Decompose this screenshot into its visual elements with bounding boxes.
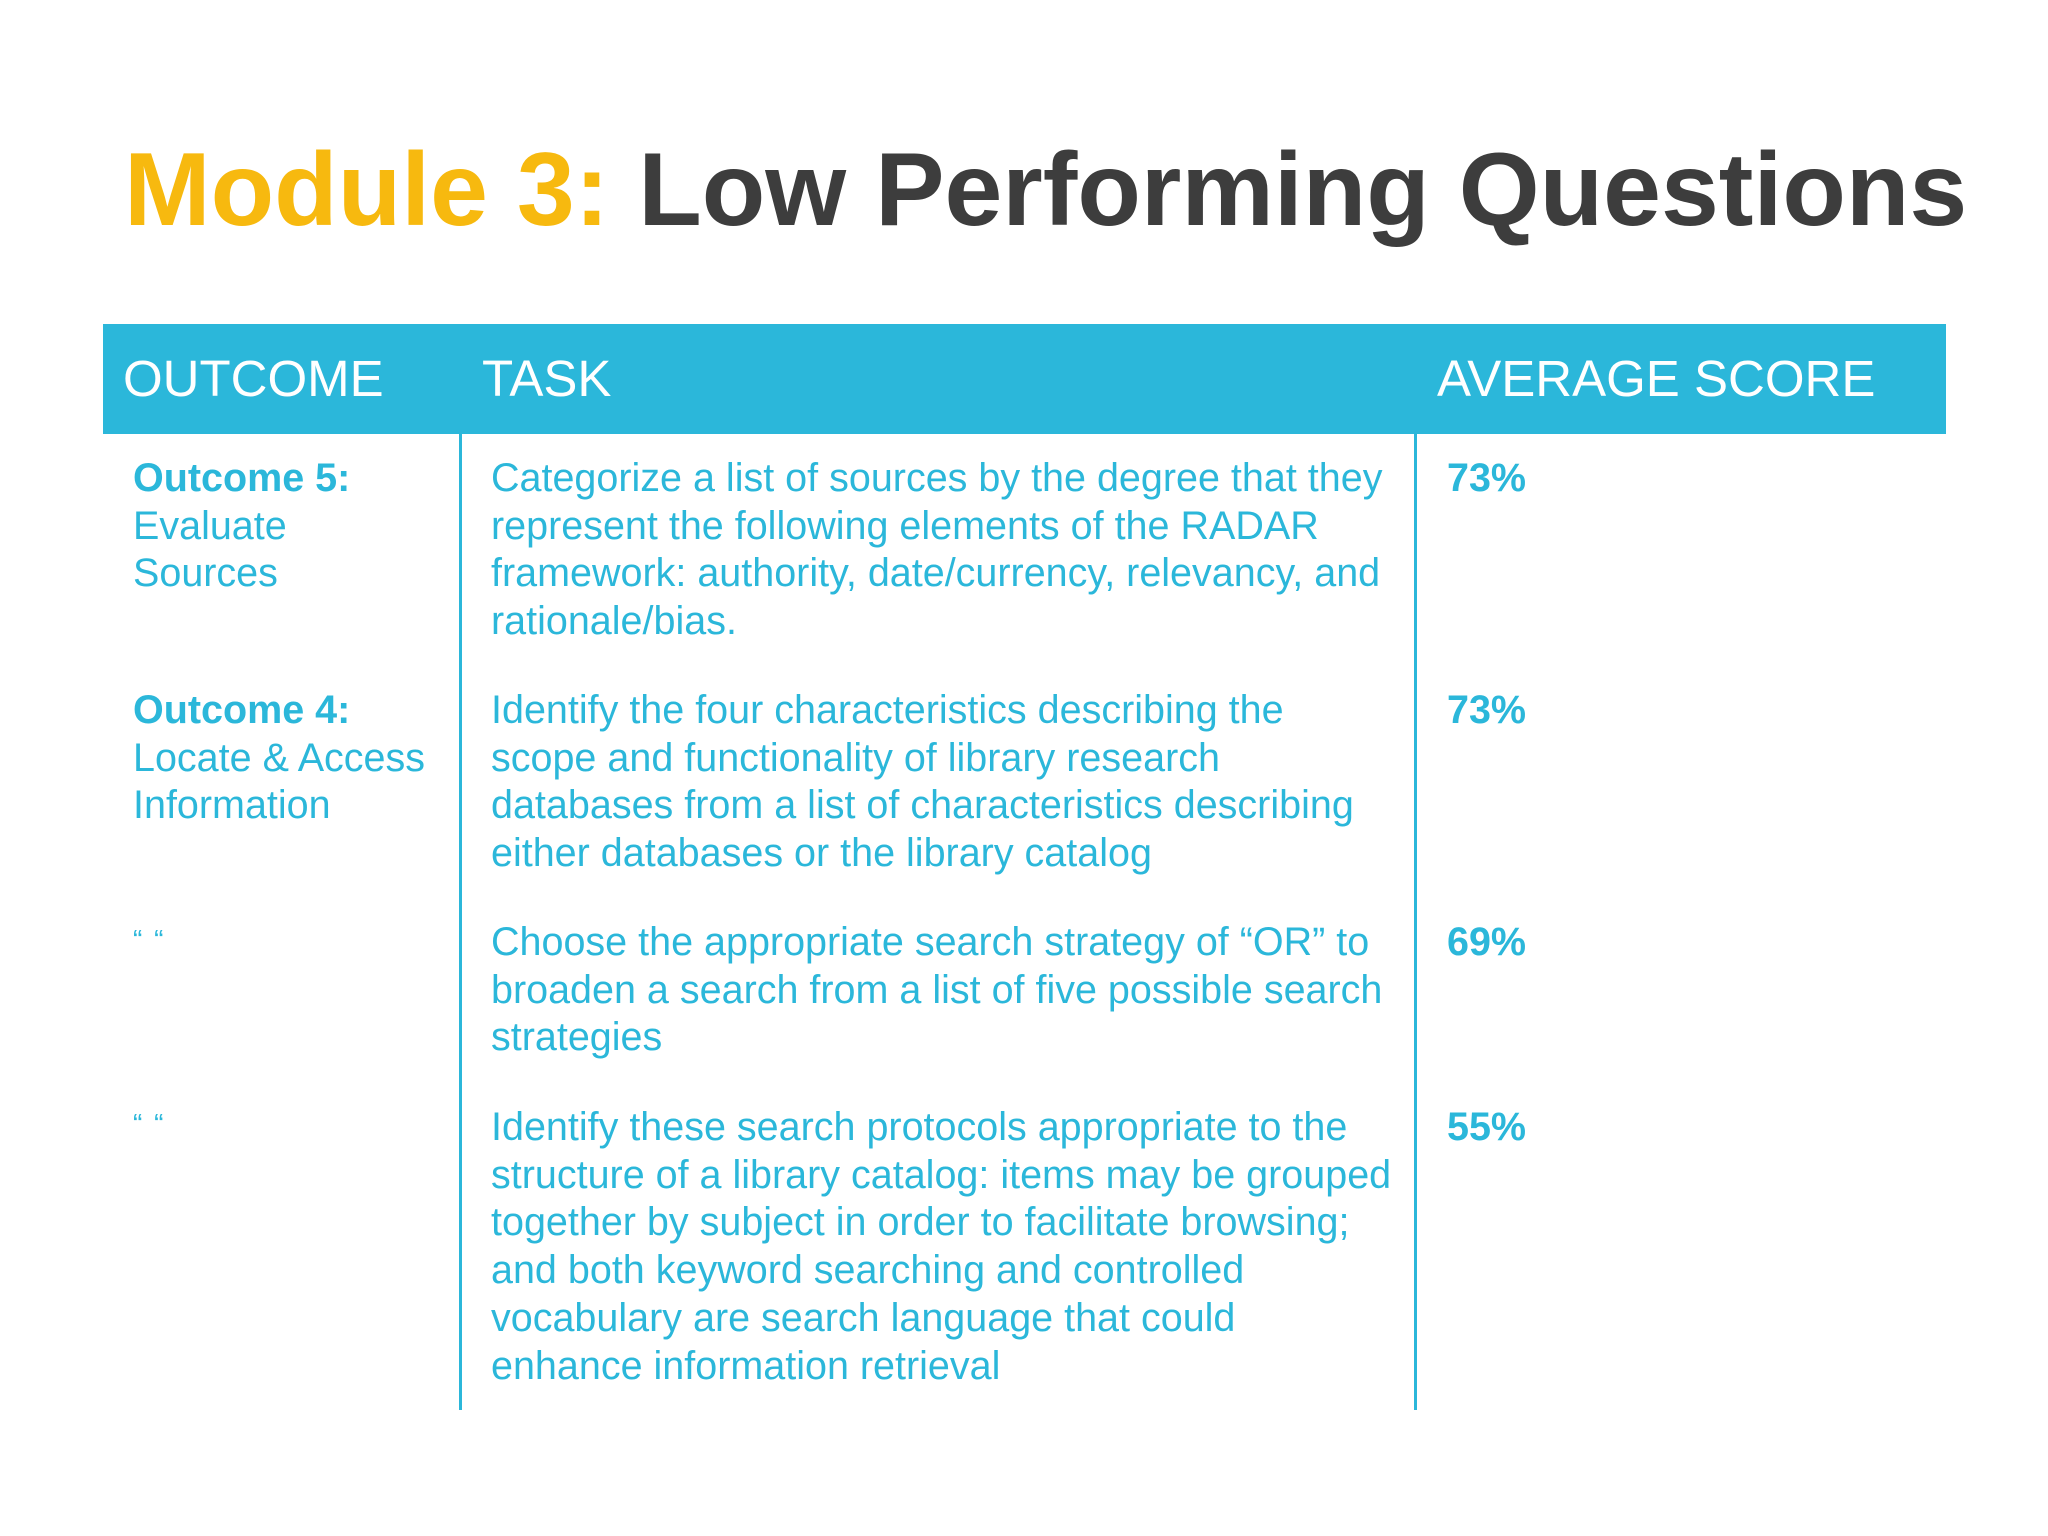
task-line: databases from a list of characteristics describing [491,783,1354,828]
header-average-score: AVERAGE SCORE [1437,350,1876,407]
average-score: 73% [1447,688,1527,732]
column-divider-task-score [1414,434,1417,1410]
title-module-label: Module 3: [124,132,610,248]
task-line: Choose the appropriate search strategy of “OR” to [491,920,1370,964]
task-line: vocabulary are search language that could [491,1295,1236,1340]
task-line: enhance information retrieval [491,1343,1001,1388]
outcome-title: Outcome 4: [133,688,351,732]
task-line: structure of a library catalog: items may be grouped [491,1152,1392,1197]
title-main-text: Low Performing Questions [638,132,1968,248]
task-line: either databases or the library catalog [491,831,1152,876]
outcome-line: Information [133,783,331,828]
task-line: Categorize a list of sources by the degree that they [491,456,1383,500]
ditto-mark: “ “ [133,1108,166,1139]
outcome-line: Locate & Access [133,735,426,780]
outcome-line: Evaluate [133,503,287,548]
average-score: 55% [1447,1105,1527,1149]
outcome-cell [133,687,425,830]
task-line: Identify these search protocols appropriate to the [491,1105,1348,1149]
task-line: rationale/bias. [491,599,737,644]
outcome-title: Outcome 5: [133,456,351,500]
task-cell [491,1104,1391,1390]
ditto-mark: “ “ [133,924,166,955]
task-line: Identify the four characteristics describing the [491,688,1284,732]
header-task: TASK [482,350,612,407]
task-line: represent the following elements of the RADAR [491,503,1319,548]
average-score: 73% [1447,456,1527,500]
page-title [124,128,1967,253]
task-line: together by subject in order to facilitate browsing; [491,1200,1350,1245]
task-line: scope and functionality of library research [491,735,1220,780]
outcome-cell [133,455,350,598]
outcome-line: Sources [133,551,278,596]
average-score: 69% [1447,920,1527,964]
task-line: framework: authority, date/currency, relevancy, and [491,551,1381,596]
task-cell [491,687,1354,878]
column-divider-outcome-task [459,434,462,1410]
task-line: strategies [491,1015,663,1060]
task-cell [491,919,1382,1062]
task-line: and both keyword searching and controlled [491,1248,1245,1293]
task-cell [491,455,1382,646]
table-header [103,324,1946,434]
task-line: broaden a search from a list of five possible search [491,967,1383,1012]
header-outcome: OUTCOME [123,350,384,407]
